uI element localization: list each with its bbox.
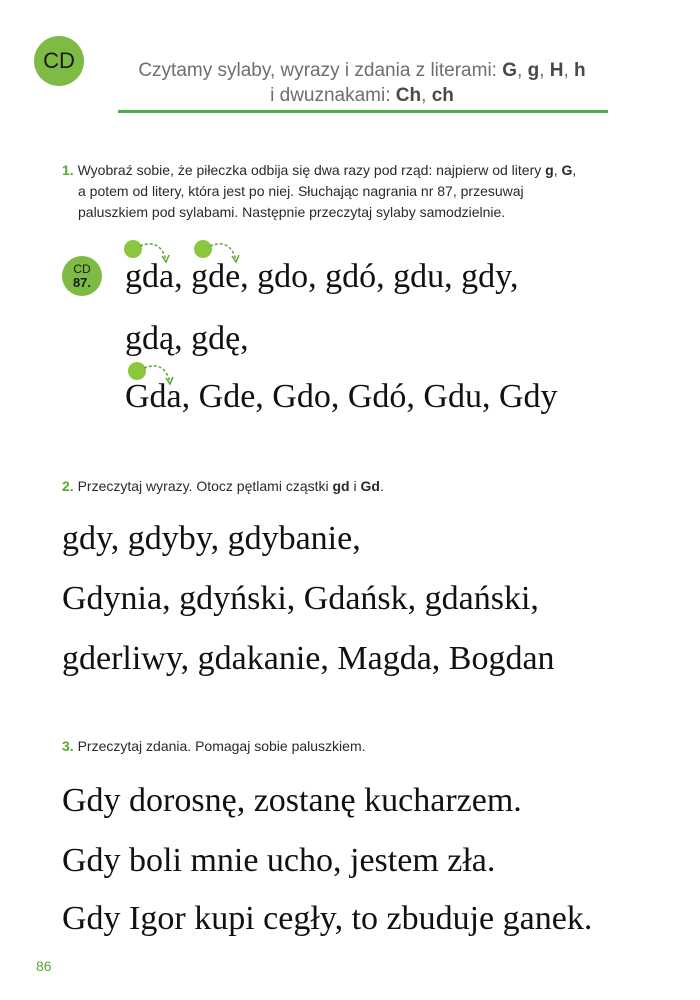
digraph-Ch: Ch: [395, 85, 422, 106]
letter-G: G: [502, 60, 518, 81]
instruction-text: i: [349, 478, 361, 494]
bold-letter: G: [561, 162, 573, 178]
sentence-1: Gdy dorosnę, zostanę kucharzem.: [62, 782, 522, 819]
words-line-3: gderliwy, gdakanie, Magda, Bogdan: [62, 640, 555, 677]
words-line-2: Gdynia, gdyński, Gdańsk, gdański,: [62, 580, 539, 617]
letter-g: g: [527, 60, 540, 81]
instruction-text: ,: [572, 162, 577, 178]
instruction-text: ,: [553, 162, 562, 178]
header-line-1: Czytamy sylaby, wyrazy i zdania z literami: G, g, H, h: [138, 60, 586, 81]
instruction-text: .: [379, 478, 384, 494]
cd-label: CD: [73, 262, 91, 276]
letter-H: H: [549, 60, 564, 81]
header-divider: [118, 110, 608, 113]
bold-fragment: gd: [332, 478, 350, 494]
digraph-ch: ch: [431, 85, 454, 106]
track-number: 87.: [72, 275, 92, 290]
exercise-number: 1.: [62, 162, 74, 178]
letter-h: h: [574, 60, 586, 81]
syllables-line-1: gda, gde, gdo, gdó, gdu, gdy,: [125, 258, 519, 295]
header-text: Czytamy sylaby, wyrazy i zdania z literami:: [138, 60, 503, 81]
cd-track-badge: [62, 256, 102, 296]
words-line-1: gdy, gdyby, gdybanie,: [62, 520, 361, 557]
exercise-1-instruction: [62, 160, 642, 223]
bold-letter: g: [545, 162, 554, 178]
instruction-text: Przeczytaj zdania. Pomagaj sobie paluszkiem.: [77, 738, 366, 754]
sentence-3: Gdy Igor kupi cegły, to zbuduje ganek.: [62, 900, 593, 937]
exercise-3-instruction: [62, 736, 642, 757]
header-text-2: i dwuznakami:: [270, 85, 396, 106]
bold-fragment: Gd: [360, 478, 380, 494]
page-number: 86: [36, 958, 52, 974]
syllables-line-3: Gda, Gde, Gdo, Gdó, Gdu, Gdy: [125, 378, 558, 415]
sentence-2: Gdy boli mnie ucho, jestem zła.: [62, 842, 496, 879]
exercise-number: 2.: [62, 478, 74, 494]
header-line-2: i dwuznakami: Ch, ch: [270, 85, 454, 106]
instruction-line-2: a potem od litery, która jest po niej. Słuchając nagrania nr 87, przesuwaj: [78, 183, 524, 199]
cd-badge: CD: [34, 36, 84, 86]
syllables-line-2: gdą, gdę,: [125, 320, 249, 357]
exercise-number: 3.: [62, 738, 74, 754]
instruction-line-3: paluszkiem pod sylabami. Następnie przeczytaj sylaby samodzielnie.: [78, 204, 506, 220]
page-header: [112, 58, 612, 108]
exercise-2-instruction: [62, 476, 642, 497]
instruction-text: Wyobraź sobie, że piłeczka odbija się dwa razy pod rząd: najpierw od litery: [77, 162, 546, 178]
instruction-text: Przeczytaj wyrazy. Otocz pętlami cząstki: [77, 478, 333, 494]
